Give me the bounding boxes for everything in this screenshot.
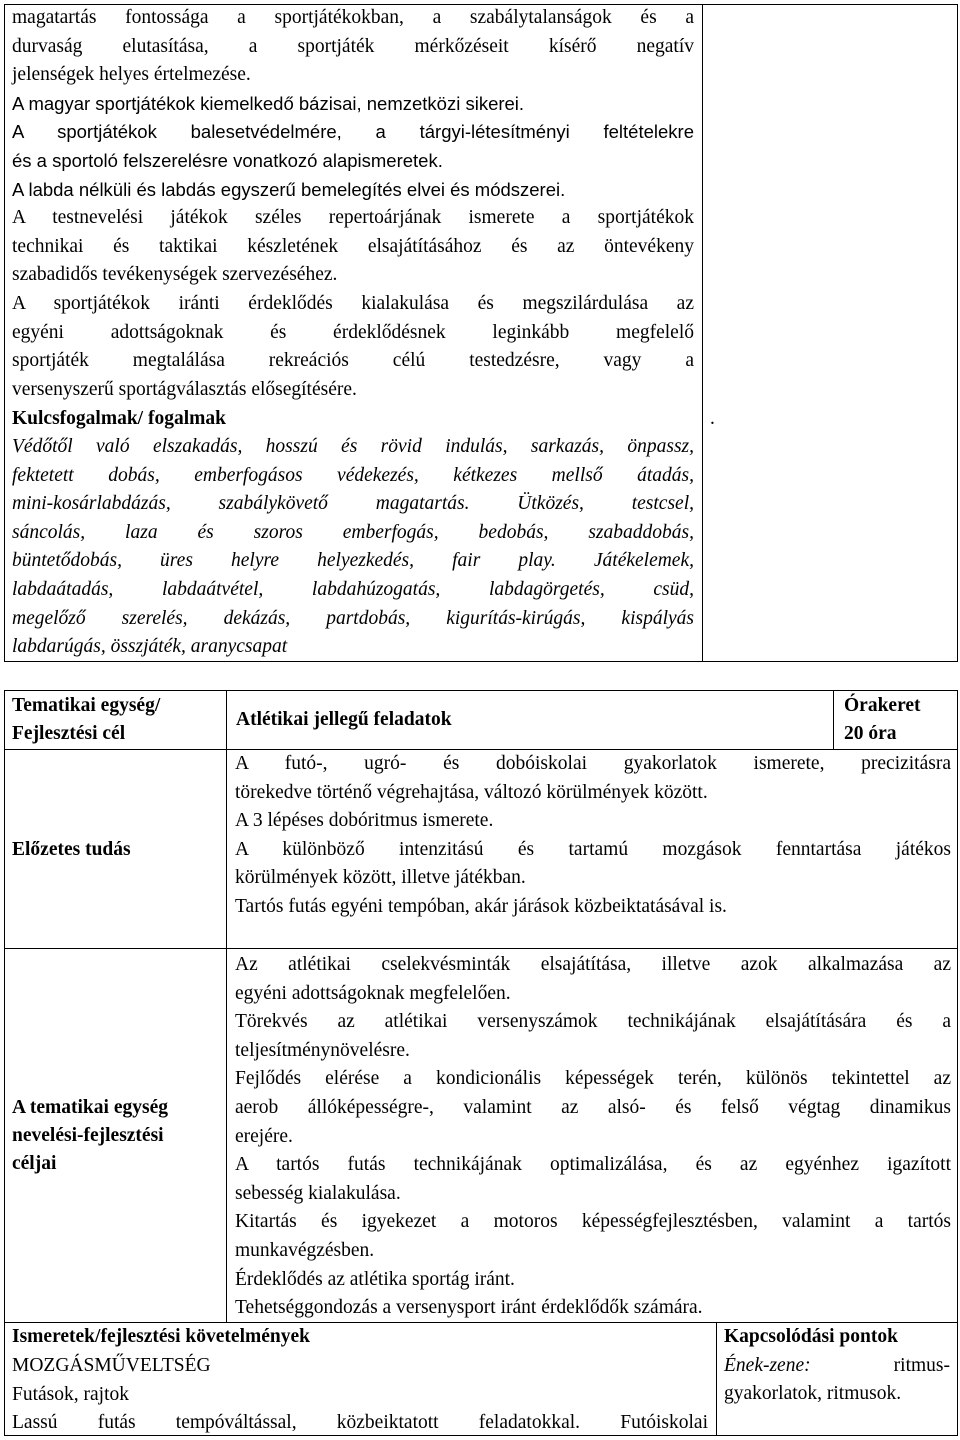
goals-line: Tehetséggondozás a versenysport iránt érdeklődők számára. — [235, 1297, 703, 1319]
unit-label-1: Tematikai egység/ — [12, 695, 161, 716]
goals-line: Érdeklődés az atlétika sportág iránt. — [235, 1268, 515, 1290]
top-line: szabadidős tevékenységek szervezéséhez. — [12, 264, 338, 286]
concept-line: mini-kosárlabdázás, szabálykövető magatartás. Ütközés, testcsel, — [12, 493, 694, 515]
requirements-heading: Ismeretek/fejlesztési követelmények — [12, 1326, 310, 1347]
prior-line: Tartós futás egyéni tempóban, akár járások közbeiktatásával is. — [235, 896, 727, 917]
req-line: Futások, rajtok — [12, 1383, 129, 1405]
unit-label-2: Fejlesztési cél — [12, 723, 126, 744]
goals-label-2: nevelési-fejlesztési — [12, 1125, 164, 1146]
prior-line: A különböző intenzitású és tartamú mozgások fenntartása játékos — [235, 838, 951, 860]
concept-line: sáncolás, laza és szoros emberfogás, bedobás, szabaddobás, — [12, 521, 694, 543]
connections-heading: Kapcsolódási pontok — [724, 1326, 898, 1347]
top-line: A sportjátékok iránti érdeklődés kialakulása és megszilárdulása az — [12, 293, 694, 314]
connections-line-1 — [724, 1352, 950, 1381]
concept-line: labdarúgás, összjáték, aranycsapat — [12, 636, 288, 658]
req-line: MOZGÁSMŰVELTSÉG — [12, 1355, 211, 1376]
goals-line: egyéni adottságoknak megfelelően. — [235, 982, 511, 1004]
goals-line: A tartós futás technikájának optimalizálása, és az egyénhez igazított — [235, 1154, 951, 1176]
prior-knowledge-label: Előzetes tudás — [12, 839, 131, 860]
top-line: technikai és taktikai készletének elsajátításához és az öntevékeny — [12, 235, 694, 257]
goals-line: teljesítménynövelésre. — [235, 1039, 410, 1061]
top-line: A labda nélküli és labdás egyszerű bemelegítés elvei és módszerei. — [12, 178, 566, 200]
col-sep-label — [226, 690, 227, 1322]
top-line: A sportjátékok balesetvédelmére, a tárgyi-létesítményi feltételekre — [12, 121, 694, 143]
concept-line: labdaátadás, labdaátvétel, labdahúzogatás, labdagörgetés, csüd, — [12, 579, 694, 600]
prior-line: A 3 lépéses dobóritmus ismerete. — [235, 810, 494, 832]
top-line: versenyszerű sportágválasztás elősegítésére. — [12, 378, 357, 400]
top-line: A testnevelési játékok széles repertoárjának ismerete a sportjátékok — [12, 207, 694, 229]
prior-line: A futó-, ugró- és dobóiskolai gyakorlatok ismerete, precizitásra — [235, 753, 951, 774]
top-line: magatartás fontossága a sportjátékokban, a szabálytalanságok és a — [12, 7, 694, 28]
col-sep-connections — [716, 1322, 717, 1436]
top-line: durvaság elutasítása, a sportjáték mérkőzéseit kísérő negatív — [12, 35, 694, 57]
goals-line: sebesség kialakulása. — [235, 1182, 401, 1204]
goals-line: Fejlődés elérése a kondicionális képességek terén, különös tekintettel az — [235, 1068, 951, 1090]
side-mark: . — [710, 408, 715, 429]
top-line: egyéni adottságoknak és érdeklődésnek leginkább megfelelő — [12, 321, 694, 343]
top-line: jelenségek helyes értelmezése. — [12, 64, 251, 86]
goals-line: aerob állóképességre-, valamint az alsó- és felső végtag dinamikus — [235, 1097, 951, 1118]
col-sep-hours — [833, 690, 834, 749]
connections-subject: Ének-zene: — [724, 1355, 811, 1376]
concept-line: büntetődobás, üres helyre helyezkedés, fair play. Játékelemek, — [12, 550, 694, 572]
top-line: A magyar sportjátékok kiemelkedő bázisai, nemzetközi sikerei. — [12, 92, 525, 114]
top-section-divider — [702, 4, 703, 662]
goals-line: Törekvés az atlétikai versenyszámok technikájának elsajátítására és a — [235, 1011, 951, 1033]
concept-line: megelőző szerelés, dekázás, partdobás, kigurítás-kirúgás, kispályás — [12, 607, 694, 629]
connections-rest: ritmus- — [893, 1355, 950, 1376]
hours-value: 20 óra — [844, 723, 897, 744]
key-concepts-heading: Kulcsfogalmak/ fogalmak — [12, 408, 226, 429]
goals-line: erejére. — [235, 1125, 293, 1147]
top-line: és a sportoló felszerelésre vonatkozó alapismeretek. — [12, 150, 443, 171]
goals-line: Az atlétikai cselekvésminták elsajátítása, illetve azok alkalmazása az — [235, 954, 951, 975]
unit-title: Atlétikai jellegű feladatok — [236, 709, 452, 730]
hours-label: Órakeret — [844, 695, 921, 716]
req-line: Lassú futás tempóváltással, közbeiktatott feladatokkal. Futóiskolai — [12, 1412, 708, 1434]
goals-label-3: céljai — [12, 1153, 57, 1174]
prior-line: körülmények között, illetve játékban. — [235, 867, 526, 889]
concept-line: Védőtől való elszakadás, hosszú és rövid indulás, sarkazás, önpassz, — [12, 436, 694, 457]
concept-line: fektetett dobás, emberfogásos védekezés, kétkezes mellső átadás, — [12, 464, 694, 486]
goals-label-1: A tematikai egység — [12, 1097, 168, 1118]
top-line: sportjáték megtalálása rekreációs célú testedzésre, vagy a — [12, 350, 694, 372]
prior-line: törekedve történő végrehajtása, változó körülmények között. — [235, 781, 708, 803]
row-sep-2 — [4, 948, 958, 949]
goals-line: munkavégzésben. — [235, 1240, 375, 1261]
goals-line: Kitartás és igyekezet a motoros képességfejlesztésben, valamint a tartós — [235, 1211, 951, 1233]
connections-line-2: gyakorlatok, ritmusok. — [724, 1383, 902, 1404]
